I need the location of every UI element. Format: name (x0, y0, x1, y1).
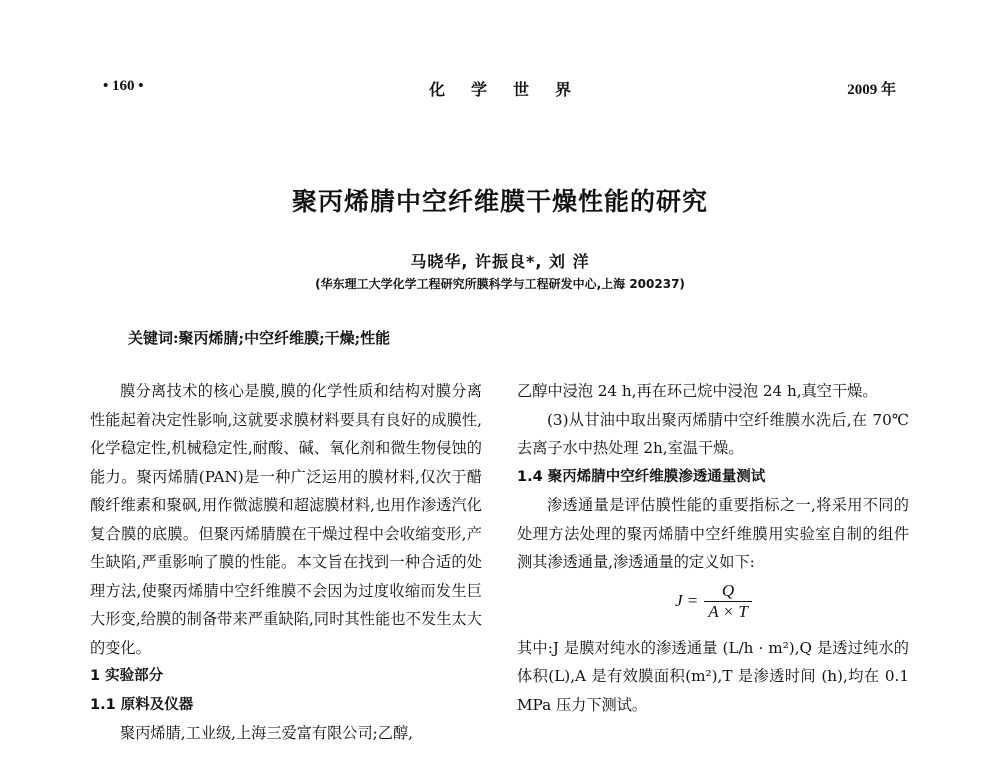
formula-denominator: A × T (708, 601, 748, 621)
formula-numerator: Q (704, 581, 752, 602)
intro-paragraph: 膜分离技术的核心是膜,膜的化学性质和结构对膜分离性能起着决定性影响,这就要求膜材料要具有良好的成膜性,化学稳定性,机械稳定性,耐酸、碱、氧化剂和微生物侵蚀的能力。聚丙烯腈(PAN)是一种广泛运用的膜材料,仅次于醋酸纤维素和聚砜,用作微滤膜和超滤膜材料,也用作渗透汽化复合膜的底膜。但聚丙烯腈膜在干燥过程中会收缩变形,产生缺陷,严重影响了膜的性能。本文旨在找到一种合适的处理方法,使聚丙烯腈中空纤维膜不会因为过度收缩而发生巨大形变,给膜的制备带来严重缺陷,同时其性能也不发生太大的变化。 (90, 382, 482, 657)
formula-lhs: J = (675, 591, 699, 610)
author-list: 马晓华, 许振良*, 刘 洋 (410, 252, 590, 271)
keywords: 关键词:聚丙烯腈;中空纤维膜;干燥;性能 (128, 329, 391, 347)
formula-definitions: 其中:J 是膜对纯水的渗透通量 (L/h · m²),Q 是透过纯水的体积(L),A 是有效膜面积(m²),T 是渗透时间 (h),均在 0.1 MPa 压力下测试。 (517, 638, 909, 714)
journal-name: 化学世界 (428, 80, 597, 99)
materials-paragraph: 聚丙烯腈,工业级,上海三爱富有限公司;乙醇, (120, 724, 413, 742)
left-column (90, 377, 482, 748)
flux-paragraph: 渗透通量是评估膜性能的重要指标之一,将采用不同的处理方法处理的聚丙烯腈中空纤维膜用实验室自制的组件测其渗透通量,渗透通量的定义如下: (517, 496, 909, 571)
subsection-heading-flux-test: 1.4 聚丙烯腈中空纤维膜渗透通量测试 (517, 468, 766, 485)
article-title: 聚丙烯腈中空纤维膜干燥性能的研究 (291, 187, 708, 216)
section-heading-experimental: 1 实验部分 (90, 668, 164, 684)
step-3-paragraph: (3)从甘油中取出聚丙烯腈中空纤维膜水洗后,在 70℃ 去离子水中热处理 2h,室温干燥。 (517, 410, 909, 457)
flux-formula (517, 577, 909, 634)
author-affiliation: (华东理工大学化学工程研究所膜科学与工程研发中心,上海 200237) (315, 277, 685, 291)
subsection-heading-materials: 1.1 原料及仪器 (90, 696, 194, 713)
right-column (517, 377, 909, 719)
page-number: • 160 • (103, 78, 144, 94)
publication-year: 2009 年 (847, 82, 896, 98)
continued-paragraph: 乙醇中浸泡 24 h,再在环己烷中浸泡 24 h,真空干燥。 (517, 382, 878, 400)
